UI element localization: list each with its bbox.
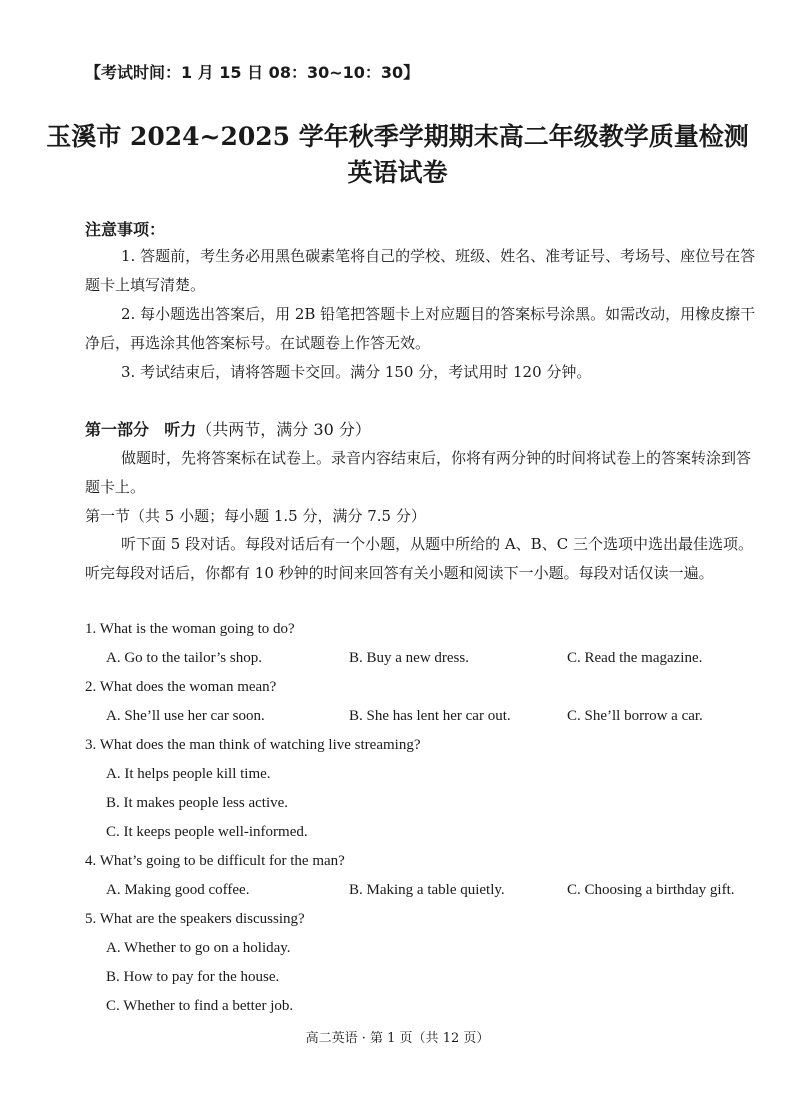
part1-heading xyxy=(85,417,371,440)
part1-name: 听力 xyxy=(164,420,197,439)
question-4-option-c: C. Choosing a birthday gift. xyxy=(567,882,735,898)
page-footer: 高二英语 · 第 1 页（共 12 页） xyxy=(305,1031,490,1046)
question-5-stem: 5. What are the speakers discussing? xyxy=(85,911,305,927)
notice-item-1: 1. 答题前，考生务必用黑色碳素笔将自己的学校、班级、姓名、准考证号、考场号、座位号在答题卡上填写清楚。 xyxy=(85,247,756,294)
section1-heading: 第一节（共 5 小题；每小题 1.5 分，满分 7.5 分） xyxy=(85,507,426,525)
part1-info: （共两节，满分 30 分） xyxy=(196,420,371,439)
section1-intro: 听下面 5 段对话。每段对话后有一个小题，从题中所给的 A、B、C 三个选项中选出最佳选项。听完每段对话后，你都有 10 秒钟的时间来回答有关小题和阅读下一小题。每段对话仅读一遍。 xyxy=(85,535,753,582)
question-1-option-c: C. Read the magazine. xyxy=(567,650,703,666)
question-5-option-a: A. Whether to go on a holiday. xyxy=(106,940,291,956)
question-1-option-a: A. Go to the tailor’s shop. xyxy=(106,650,262,666)
part1-intro: 做题时，先将答案标在试卷上。录音内容结束后，你将有两分钟的时间将试卷上的答案转涂到答题卡上。 xyxy=(85,449,752,496)
question-2-stem: 2. What does the woman mean? xyxy=(85,679,277,695)
question-1-stem: 1. What is the woman going to do? xyxy=(85,621,295,637)
question-2-option-c: C. She’ll borrow a car. xyxy=(567,708,703,724)
question-3-option-a: A. It helps people kill time. xyxy=(106,766,271,782)
question-5-option-b: B. How to pay for the house. xyxy=(106,969,280,985)
notice-item-2: 2. 每小题选出答案后，用 2B 铅笔把答题卡上对应题目的答案标号涂黑。如需改动，用橡皮擦干净后，再选涂其他答案标号。在试题卷上作答无效。 xyxy=(85,305,756,352)
question-3-option-b: B. It makes people less active. xyxy=(106,795,289,811)
question-3-stem: 3. What does the man think of watching live streaming? xyxy=(85,737,421,753)
exam-time: 【考试时间：1 月 15 日 08：30~10：30】 xyxy=(85,63,420,82)
question-4-option-b: B. Making a table quietly. xyxy=(349,882,505,898)
exam-title: 玉溪市 2024~2025 学年秋季学期期末高二年级教学质量检测 xyxy=(46,122,749,151)
notice-item-3: 3. 考试结束后，请将答题卡交回。满分 150 分，考试用时 120 分钟。 xyxy=(121,363,592,381)
exam-subtitle: 英语试卷 xyxy=(347,158,448,187)
question-3-option-c: C. It keeps people well-informed. xyxy=(106,824,308,840)
notice-heading: 注意事项： xyxy=(85,220,166,239)
question-4-option-a: A. Making good coffee. xyxy=(106,882,250,898)
question-5-option-c: C. Whether to find a better job. xyxy=(106,998,294,1014)
question-2-option-b: B. She has lent her car out. xyxy=(349,708,511,724)
question-2-option-a: A. She’ll use her car soon. xyxy=(106,708,265,724)
part1-label: 第一部分 xyxy=(85,420,150,439)
question-4-stem: 4. What’s going to be difficult for the man? xyxy=(85,853,345,869)
question-1-option-b: B. Buy a new dress. xyxy=(349,650,469,666)
